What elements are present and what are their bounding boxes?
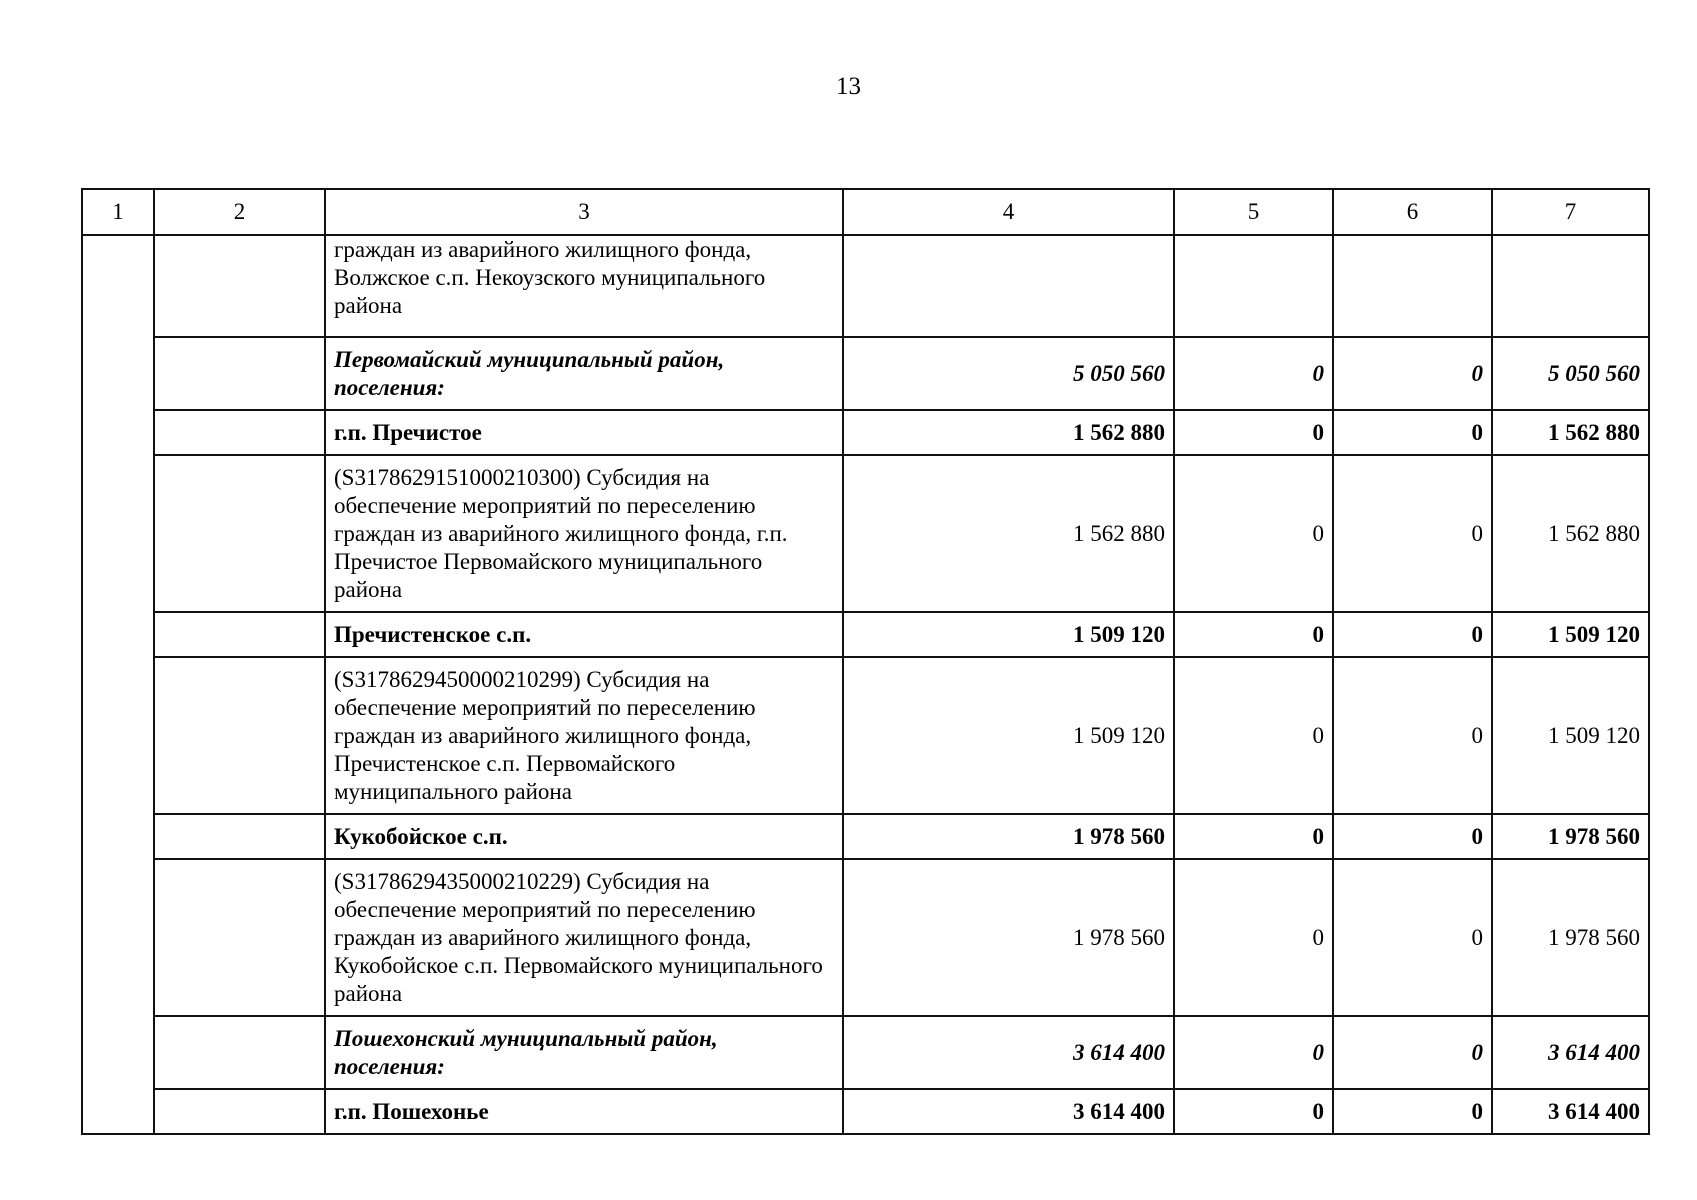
column-number-header: [82, 189, 1649, 235]
row-name: г.п. Пошехонье: [325, 1089, 843, 1134]
col7-value: 3 614 400: [1492, 1016, 1649, 1089]
row-name: Пошехонский муниципальный район, поселения:: [325, 1016, 843, 1089]
col7-value: 1 509 120: [1492, 612, 1649, 657]
col5-value: 0: [1174, 657, 1333, 814]
row-name: Пречистенское с.п.: [325, 612, 843, 657]
col-header-2: 2: [154, 189, 325, 235]
col2-cell: [154, 612, 325, 657]
row-name: (S3178629450000210299) Субсидия на обеспечение мероприятий по переселению граждан из аварийного жилищного фонда, Пречистенское с.п. Первомайского муниципального района: [325, 657, 843, 814]
col7-value: 1 978 560: [1492, 814, 1649, 859]
col4-value: 5 050 560: [843, 337, 1174, 410]
col2-cell: [154, 1089, 325, 1134]
col6-value: 0: [1333, 1089, 1492, 1134]
budget-table: [81, 188, 1650, 1135]
col4-value: 1 509 120: [843, 657, 1174, 814]
table-row: [82, 814, 1649, 859]
table-row: [82, 612, 1649, 657]
col5-value: 0: [1174, 814, 1333, 859]
col-header-6: 6: [1333, 189, 1492, 235]
col5-value: 0: [1174, 1089, 1333, 1134]
col2-cell: [154, 410, 325, 455]
col6-value: 0: [1333, 337, 1492, 410]
col-header-7: 7: [1492, 189, 1649, 235]
page-number: 13: [836, 73, 861, 100]
col7-value: 1 562 880: [1492, 455, 1649, 612]
col2-cell: [154, 235, 325, 337]
col6-value: 0: [1333, 657, 1492, 814]
col4-value: 1 978 560: [843, 859, 1174, 1016]
col5-value: 0: [1174, 1016, 1333, 1089]
table-row: [82, 1016, 1649, 1089]
row-name: Кукобойское с.п.: [325, 814, 843, 859]
col4-value: 3 614 400: [843, 1016, 1174, 1089]
col6-value: [1333, 235, 1492, 337]
col6-value: 0: [1333, 410, 1492, 455]
table-row: [82, 1089, 1649, 1134]
col7-value: [1492, 235, 1649, 337]
row-name: (S3178629151000210300) Субсидия на обеспечение мероприятий по переселению граждан из аварийного жилищного фонда, г.п. Пречистое Первомайского муниципального района: [325, 455, 843, 612]
col-header-3: 3: [325, 189, 843, 235]
col-header-5: 5: [1174, 189, 1333, 235]
col2-cell: [154, 859, 325, 1016]
col1-merged-cell: [82, 235, 154, 1134]
col4-value: 3 614 400: [843, 1089, 1174, 1134]
col2-cell: [154, 337, 325, 410]
col7-value: 3 614 400: [1492, 1089, 1649, 1134]
col4-value: 1 562 880: [843, 410, 1174, 455]
col5-value: 0: [1174, 410, 1333, 455]
col6-value: 0: [1333, 859, 1492, 1016]
col7-value: 5 050 560: [1492, 337, 1649, 410]
col2-cell: [154, 814, 325, 859]
row-name: Первомайский муниципальный район, поселения:: [325, 337, 843, 410]
col5-value: 0: [1174, 455, 1333, 612]
table-row: [82, 657, 1649, 814]
table-row: [82, 235, 1649, 337]
col7-value: 1 978 560: [1492, 859, 1649, 1016]
col4-value: 1 562 880: [843, 455, 1174, 612]
table-row: [82, 455, 1649, 612]
row-name: (S3178629435000210229) Субсидия на обеспечение мероприятий по переселению граждан из аварийного жилищного фонда, Кукобойское с.п. Первомайского муниципального района: [325, 859, 843, 1016]
col-header-4: 4: [843, 189, 1174, 235]
col6-value: 0: [1333, 455, 1492, 612]
col-header-1: 1: [82, 189, 154, 235]
table-row: [82, 410, 1649, 455]
col4-value: [843, 235, 1174, 337]
col2-cell: [154, 1016, 325, 1089]
table-row: [82, 337, 1649, 410]
col7-value: 1 562 880: [1492, 410, 1649, 455]
col2-cell: [154, 657, 325, 814]
col6-value: 0: [1333, 1016, 1492, 1089]
col6-value: 0: [1333, 612, 1492, 657]
col4-value: 1 978 560: [843, 814, 1174, 859]
col5-value: 0: [1174, 612, 1333, 657]
col6-value: 0: [1333, 814, 1492, 859]
col5-value: [1174, 235, 1333, 337]
col2-cell: [154, 455, 325, 612]
row-name: граждан из аварийного жилищного фонда, Волжское с.п. Некоузского муниципального района: [325, 235, 843, 337]
col5-value: 0: [1174, 859, 1333, 1016]
row-name: г.п. Пречистое: [325, 410, 843, 455]
table-row: [82, 859, 1649, 1016]
col4-value: 1 509 120: [843, 612, 1174, 657]
col5-value: 0: [1174, 337, 1333, 410]
col7-value: 1 509 120: [1492, 657, 1649, 814]
